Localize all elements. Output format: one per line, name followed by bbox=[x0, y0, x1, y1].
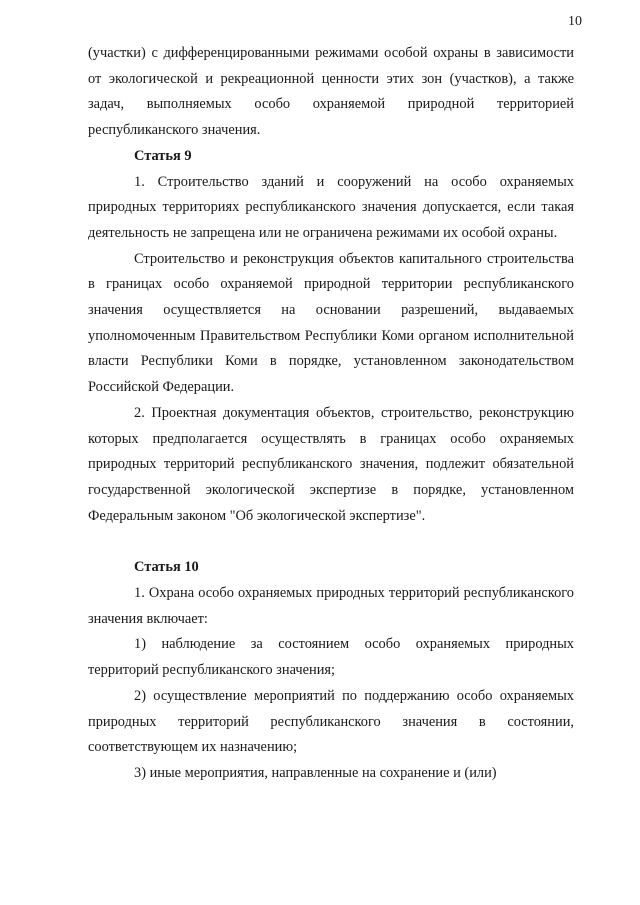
article-9-clause-1: 1. Строительство зданий и сооружений на особо охраняемых природных территориях республиканского значения допускается, если такая деятельность не запрещена или не ограничена режимами их особой охраны. bbox=[88, 173, 574, 241]
article-10-item-2: 2) осуществление мероприятий по поддержанию особо охраняемых природных территорий республиканского значения в состоянии, соответствующем их назначению; bbox=[88, 687, 574, 756]
section-spacer bbox=[88, 529, 574, 555]
article-10-heading: Статья 10 bbox=[134, 559, 199, 576]
article-10-clause-1: 1. Охрана особо охраняемых природных территорий республиканского значения включает: bbox=[88, 585, 574, 627]
paragraph-continuation: (участки) с дифференцированными режимами особой охраны в зависимости от экологической и рекреационной ценности этих зон (участков), а также задач, выполняемых особо охраняемой природной территорией республиканского значения. bbox=[88, 45, 574, 139]
article-9-heading: Статья 9 bbox=[134, 147, 192, 164]
article-9-clause-2: 2. Проектная документация объектов, строительство, реконструкцию которых предполагается осуществлять в границах особо охраняемых природных территорий республиканского значения, подлежит обязательной государственной экологической экспертизе в порядке, установленном Федеральным законом "Об экологической экспертизе". bbox=[88, 404, 574, 524]
page-number: 10 bbox=[568, 14, 582, 29]
article-9-construction-paragraph: Строительство и реконструкция объектов капитального строительства в границах особо охраняемой природной территории республиканского значения осуществляется на основании разрешений, выдаваемых уполномоченным Правительством Республики Коми органом исполнительной власти Республики Коми в порядке, установленном законодательством Российской Федерации. bbox=[88, 250, 574, 396]
document-body bbox=[88, 41, 574, 787]
article-10-item-1: 1) наблюдение за состоянием особо охраняемых природных территорий республиканского значения; bbox=[88, 636, 574, 679]
article-10-item-3: 3) иные мероприятия, направленные на сохранение и (или) bbox=[134, 764, 497, 781]
